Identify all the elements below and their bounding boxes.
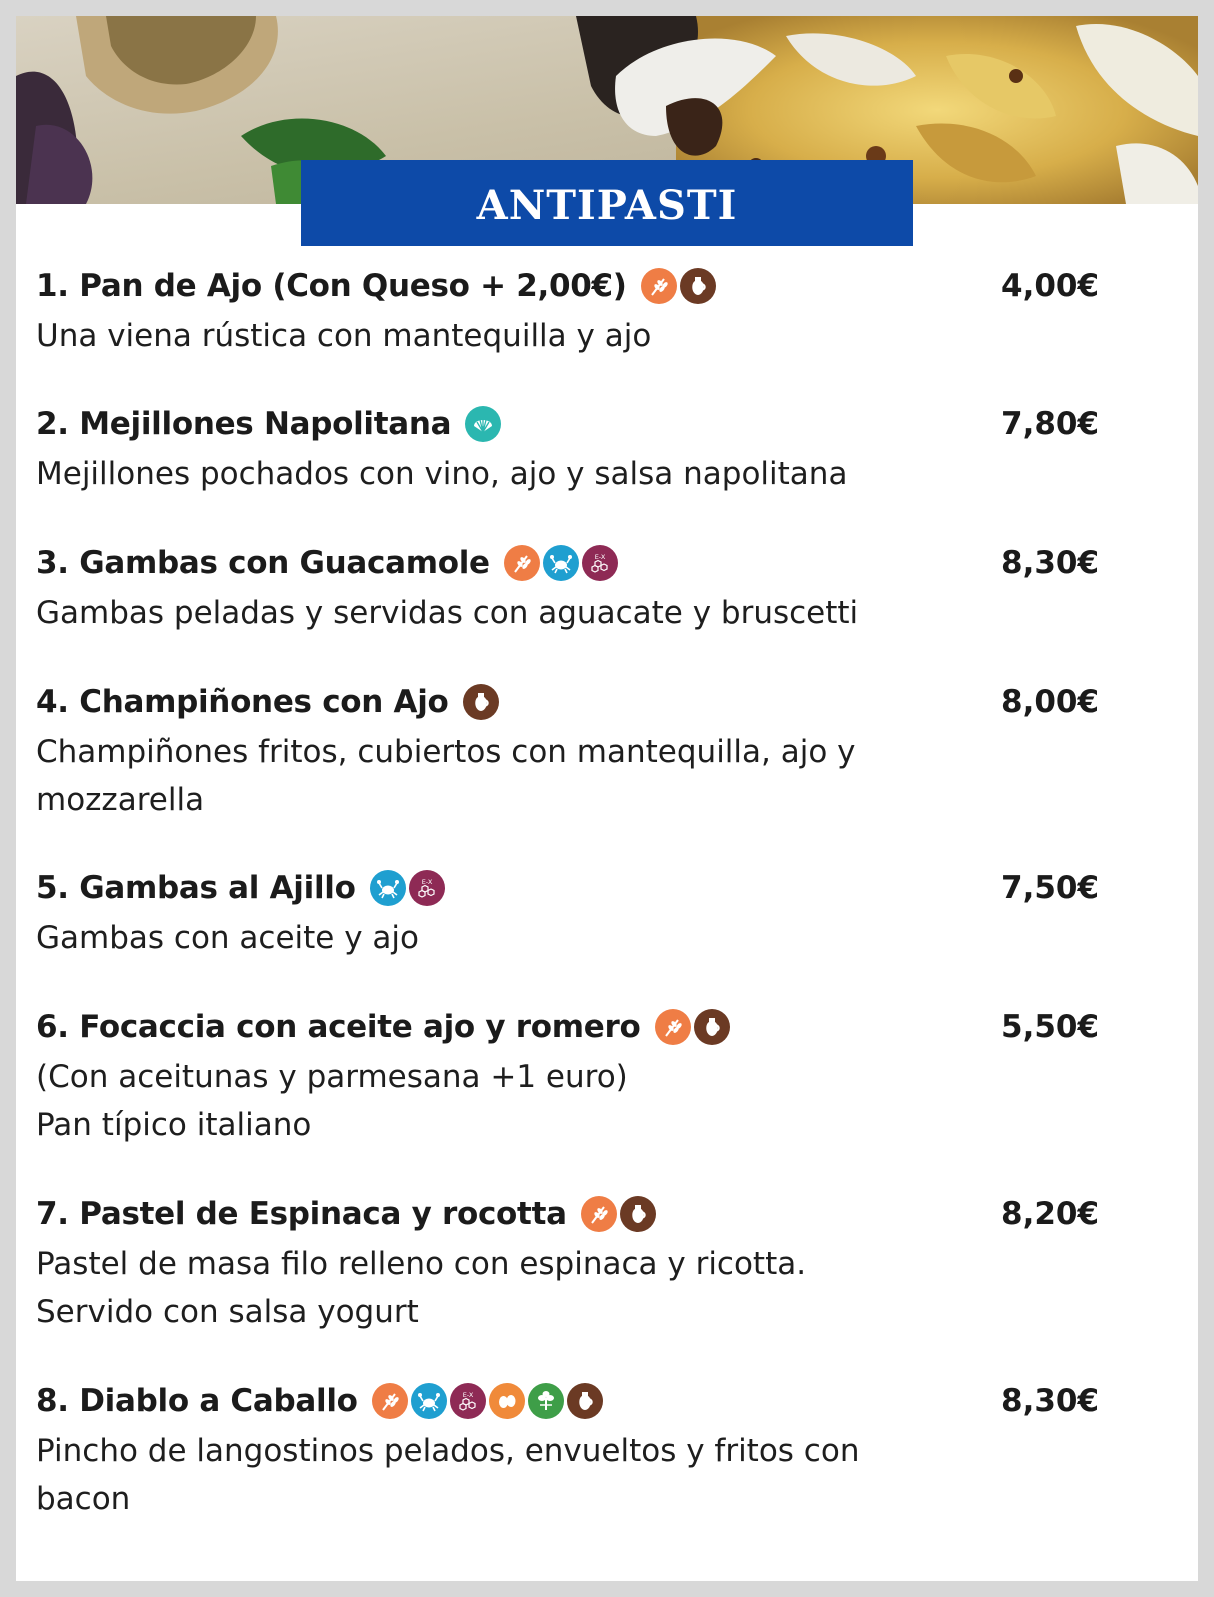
milk-jug-icon <box>463 684 499 720</box>
sulphites-label: E-X <box>421 878 432 886</box>
wheat-icon <box>504 545 540 581</box>
allergen-icons <box>463 684 499 720</box>
menu-item <box>36 866 1176 962</box>
menu-item-description <box>36 1240 966 1336</box>
sulphites-icon <box>409 870 445 906</box>
description-line: Pincho de langostinos pelados, envueltos y fritos con <box>36 1433 860 1469</box>
description-line: mozzarella <box>36 782 205 818</box>
menu-item-price: 8,00€ <box>1001 684 1100 720</box>
menu-item-price: 4,00€ <box>1001 268 1100 304</box>
menu-item-name: 2. Mejillones Napolitana <box>36 406 452 442</box>
allergen-icons <box>581 1196 656 1232</box>
milk-jug-icon <box>680 268 716 304</box>
sulphites-icon <box>582 545 618 581</box>
sulphites-label: E-X <box>594 553 606 561</box>
milk-jug-icon <box>620 1196 656 1232</box>
menu-item-name: 5. Gambas al Ajillo <box>36 870 356 906</box>
menu-item <box>36 402 1176 498</box>
menu-item <box>36 680 1176 824</box>
wheat-icon <box>655 1009 691 1045</box>
menu-item <box>36 541 1176 637</box>
menu-item <box>36 264 1176 360</box>
menu-item-name: 1. Pan de Ajo (Con Queso + 2,00€) <box>36 268 627 304</box>
menu-item-price: 8,30€ <box>1001 545 1100 581</box>
crab-icon <box>543 545 579 581</box>
menu-item <box>36 1005 1176 1149</box>
section-title-banner <box>301 160 913 246</box>
description-line: (Con aceitunas y parmesana +1 euro) <box>36 1059 628 1095</box>
allergen-icons <box>465 406 501 442</box>
description-line: Mejillones pochados con vino, ajo y salsa napolitana <box>36 456 848 492</box>
menu-item <box>36 1379 1176 1523</box>
description-line: Champiñones fritos, cubiertos con mantequilla, ajo y <box>36 734 856 770</box>
crab-icon <box>370 870 406 906</box>
description-line: Una viena rústica con mantequilla y ajo <box>36 318 652 354</box>
description-line: Gambas con aceite y ajo <box>36 920 419 956</box>
allergen-icons <box>504 545 618 581</box>
description-line: Pan típico italiano <box>36 1107 312 1143</box>
celery-icon <box>528 1383 564 1419</box>
menu-item-name: 3. Gambas con Guacamole <box>36 545 490 581</box>
menu-item-price: 7,80€ <box>1001 406 1100 442</box>
menu-item-name: 7. Pastel de Espinaca y rocotta <box>36 1196 567 1232</box>
sulphites-label: E-X <box>462 1391 473 1399</box>
menu-item-description <box>36 1053 966 1149</box>
description-line: Gambas peladas y servidas con aguacate y bruscetti <box>36 595 859 631</box>
milk-jug-icon <box>567 1383 603 1419</box>
allergen-icons <box>655 1009 730 1045</box>
menu-item <box>36 1192 1176 1336</box>
menu-item-name: 6. Focaccia con aceite ajo y romero <box>36 1009 641 1045</box>
milk-jug-icon <box>694 1009 730 1045</box>
menu-item-price: 7,50€ <box>1001 870 1100 906</box>
wheat-icon <box>372 1383 408 1419</box>
menu-item-price: 8,20€ <box>1001 1196 1100 1232</box>
menu-item-description <box>36 312 966 360</box>
menu-item-description <box>36 914 966 962</box>
menu-item-description <box>36 450 966 498</box>
menu-item-name: 8. Diablo a Caballo <box>36 1383 358 1419</box>
crab-icon <box>411 1383 447 1419</box>
menu-card <box>16 16 1198 1581</box>
shell-icon <box>465 406 501 442</box>
description-line: Servido con salsa yogurt <box>36 1294 419 1330</box>
sulphites-icon <box>450 1383 486 1419</box>
description-line: bacon <box>36 1481 131 1517</box>
section-title: ANTIPASTI <box>476 181 738 229</box>
menu-item-description <box>36 728 966 824</box>
menu-item-price: 5,50€ <box>1001 1009 1100 1045</box>
description-line: Pastel de masa filo relleno con espinaca y ricotta. <box>36 1246 807 1282</box>
menu-item-name: 4. Champiñones con Ajo <box>36 684 449 720</box>
allergen-icons <box>641 268 716 304</box>
wheat-icon <box>641 268 677 304</box>
allergen-icons <box>372 1383 603 1419</box>
eggs-icon <box>489 1383 525 1419</box>
wheat-icon <box>581 1196 617 1232</box>
menu-item-description <box>36 1427 966 1523</box>
allergen-icons <box>370 870 445 906</box>
menu-item-description <box>36 589 966 637</box>
menu-item-price: 8,30€ <box>1001 1383 1100 1419</box>
